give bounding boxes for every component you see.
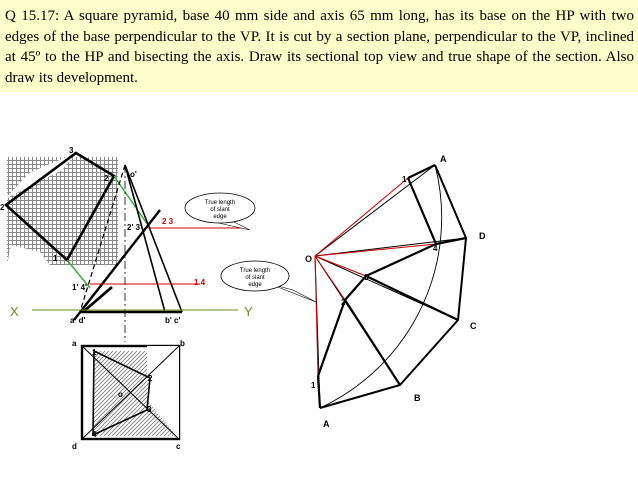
callout-1-line-2: of slant	[210, 207, 230, 213]
question-text: Q 15.17: A square pyramid, base 40 mm side and axis 65 mm long, has its base on the HP with two edges of the base perpendicular to the VP. It is cut by a section plane, perpendicular to the VP, inclined at 45º to the HP and bisecting the axis. Draw its sectional top view and true shape of the section. Also draw its development.	[0, 0, 638, 92]
top-label-a: a	[72, 339, 77, 348]
callout-2-line-3: edge	[248, 282, 262, 288]
top-label-3: 3	[147, 405, 152, 414]
front-label-23-red: 2 3	[162, 217, 174, 226]
true-shape-label-3: 3	[69, 146, 74, 155]
dev-label-C: C	[470, 321, 477, 331]
front-label-14-red: 1 4	[194, 278, 206, 287]
dev-label-A-bottom: A	[323, 419, 330, 429]
dev-label-A-top: A	[440, 154, 447, 164]
true-shape-label-2-left: 2	[0, 203, 5, 212]
front-edge-right	[125, 165, 165, 312]
dev-label-B: B	[414, 393, 421, 403]
callout-true-length-2	[221, 261, 316, 302]
top-label-b: b	[180, 339, 185, 348]
top-label-d: d	[72, 442, 77, 451]
development-arc	[320, 165, 442, 408]
front-label-23: 2' 3'	[127, 223, 142, 232]
top-label-c: c	[176, 442, 181, 451]
red-true-length-4	[315, 244, 436, 256]
top-label-o: o	[118, 390, 123, 399]
development-cut-edge-B	[345, 300, 400, 385]
callout-true-length-1	[185, 193, 255, 230]
top-label-2: 2	[148, 374, 153, 383]
development-base-edges	[320, 165, 466, 408]
dev-label-D: D	[479, 231, 486, 241]
xy-label-x: X	[10, 304, 19, 319]
callout-1-line-3: edge	[213, 214, 227, 220]
red-true-length-1-bottom	[315, 256, 318, 376]
dev-label-2: 2	[341, 298, 346, 307]
red-true-length-1	[315, 178, 408, 256]
front-edge-right-outer	[125, 165, 182, 312]
front-label-14: 1' 4'	[72, 283, 87, 292]
xy-label-y: Y	[244, 304, 253, 319]
true-shape-label-1: 1	[53, 254, 58, 263]
development-cut-edge-C	[366, 276, 458, 320]
top-label-1: 1	[92, 348, 97, 357]
callout-2-line-1: True length	[239, 268, 271, 274]
development-cut-edge-top	[408, 165, 435, 178]
generator-OA	[315, 165, 435, 256]
true-shape-label-2: 2	[104, 174, 109, 183]
projection-drawing	[0, 92, 638, 479]
dev-label-3: 3	[364, 273, 369, 282]
development-cut-edge-bottom	[318, 376, 320, 408]
front-label-bc: b' c'	[165, 316, 181, 325]
red-true-length-3	[315, 256, 366, 276]
top-label-4: 4	[92, 430, 97, 439]
dev-label-4: 4	[433, 244, 438, 253]
dev-label-1-top: 1	[402, 175, 407, 184]
development	[305, 154, 486, 429]
dev-label-O: O	[305, 254, 313, 264]
front-label-apex: o'	[130, 170, 137, 179]
callout-1-line-1: True length	[204, 200, 236, 206]
top-view	[72, 339, 185, 451]
front-label-ad: a' d'	[70, 316, 86, 325]
dev-label-1-bottom: 1	[311, 381, 316, 390]
callout-2-line-2: of slant	[245, 275, 265, 281]
true-shape-section	[0, 146, 118, 265]
development-section-line	[318, 178, 436, 376]
